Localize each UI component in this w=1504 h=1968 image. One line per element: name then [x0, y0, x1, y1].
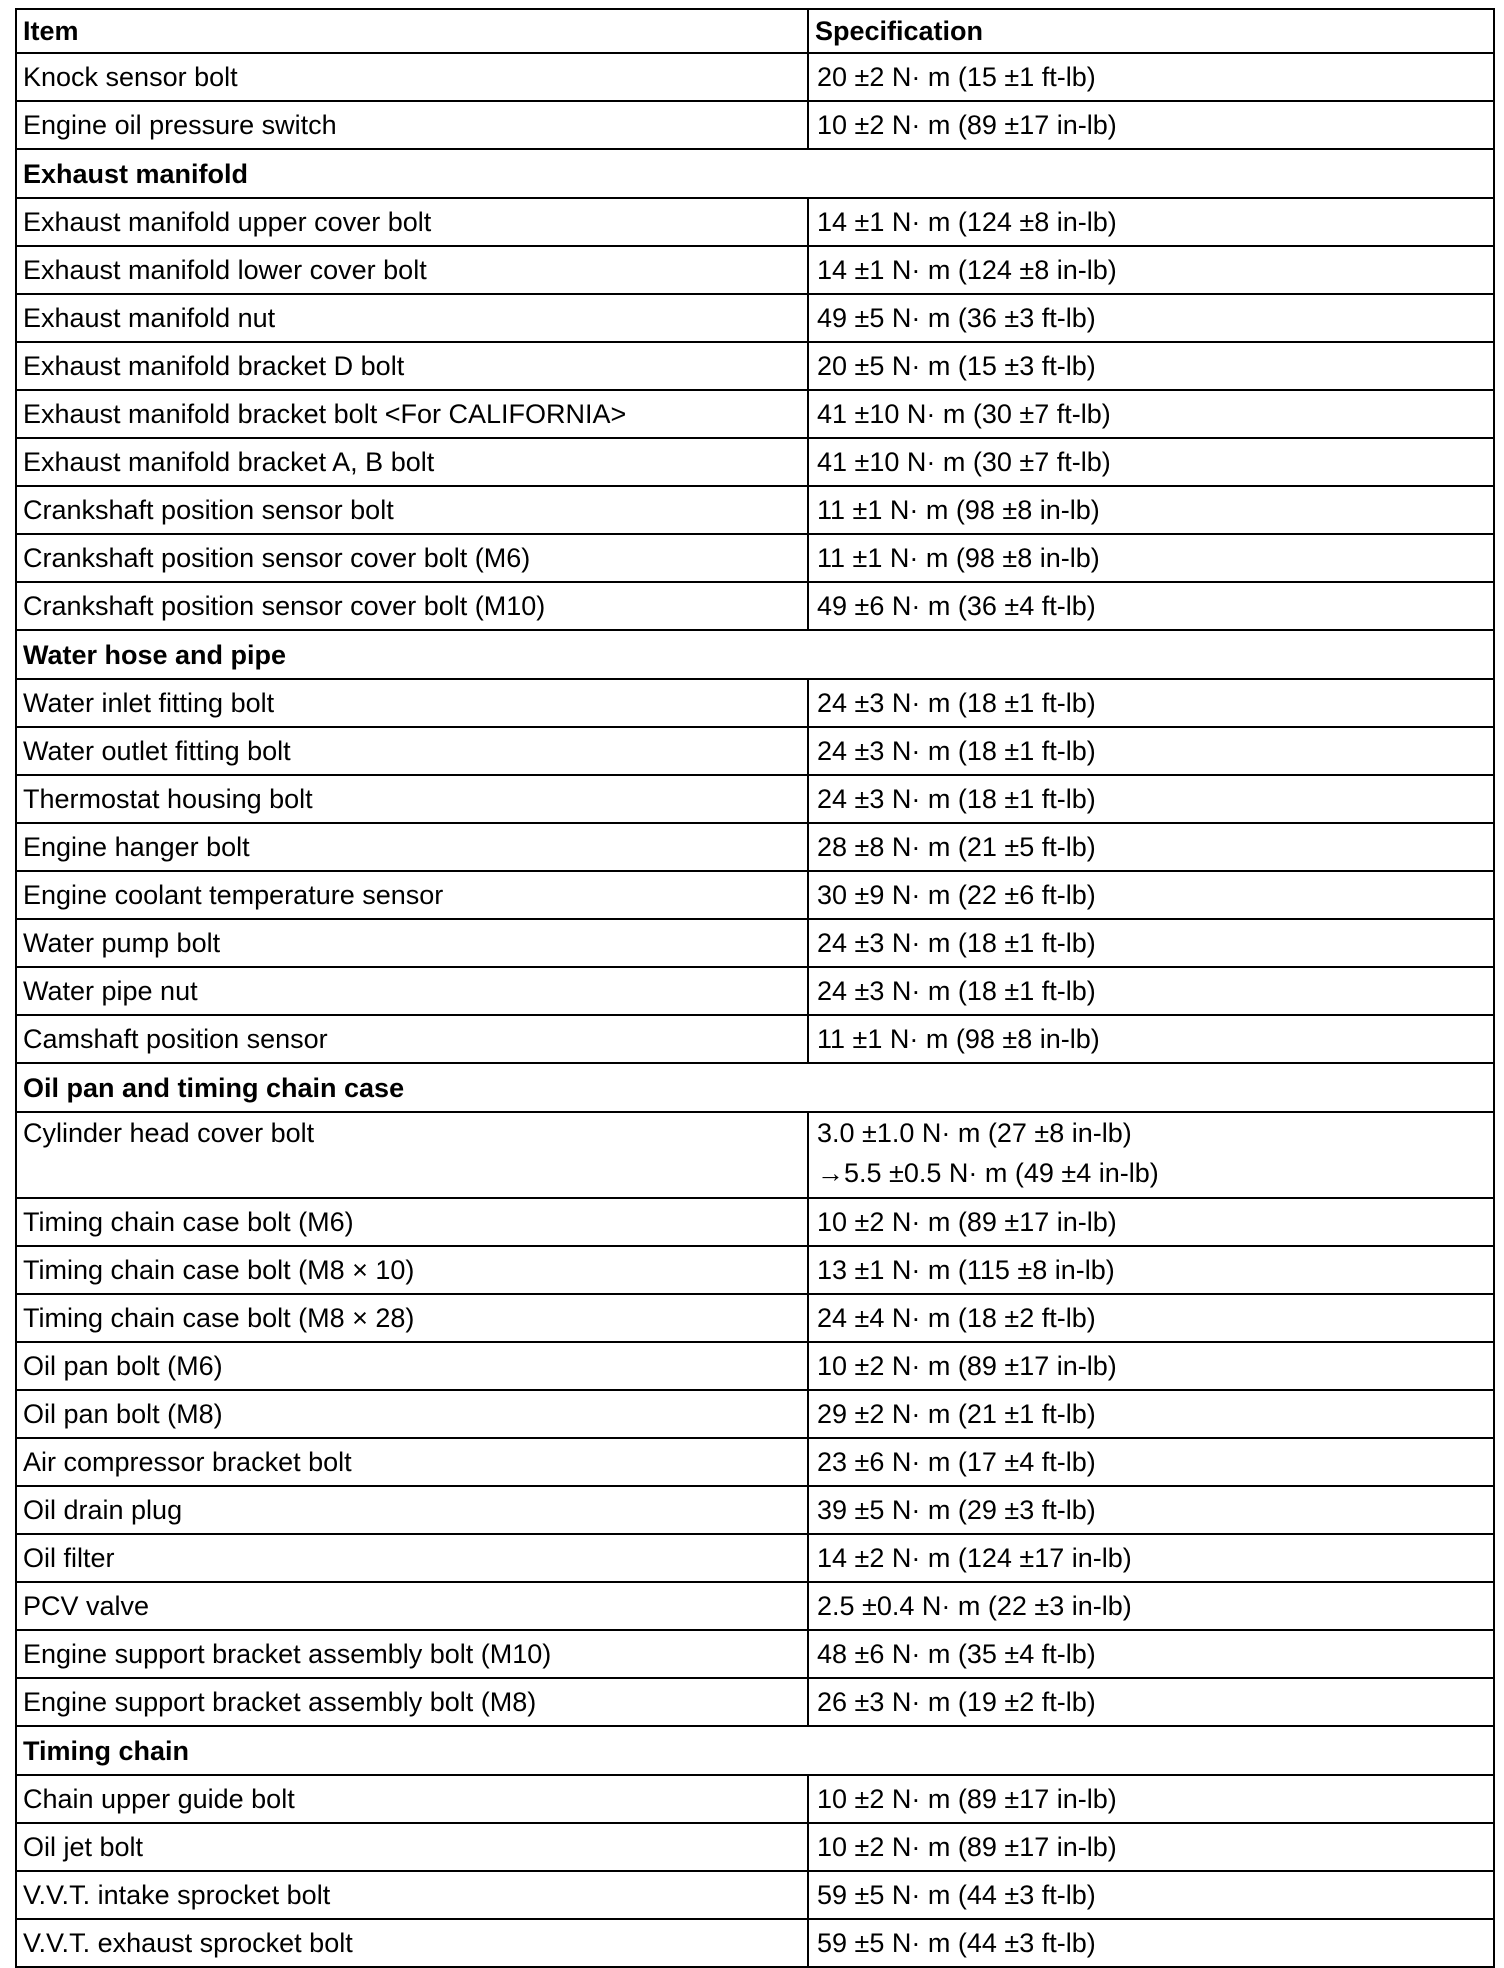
item-cell: Air compressor bracket bolt [16, 1438, 808, 1486]
item-cell: Exhaust manifold lower cover bolt [16, 246, 808, 294]
specification-cell [808, 1630, 1494, 1678]
table-row [16, 198, 1494, 246]
item-cell: Oil jet bolt [16, 1823, 808, 1871]
specification-cell [808, 53, 1494, 101]
item-cell: Water pipe nut [16, 967, 808, 1015]
item-cell: Knock sensor bolt [16, 53, 808, 101]
specification-line: 14 ±1 N· m (124 ±8 in-lb) [817, 255, 1117, 285]
specification-cell [808, 775, 1494, 823]
specification-line: 20 ±5 N· m (15 ±3 ft-lb) [817, 351, 1096, 381]
table-row [16, 679, 1494, 727]
table-row [16, 486, 1494, 534]
specification-cell [808, 1438, 1494, 1486]
table-row [16, 1486, 1494, 1534]
item-cell: Oil drain plug [16, 1486, 808, 1534]
item-cell: Crankshaft position sensor bolt [16, 486, 808, 534]
specification-cell [808, 679, 1494, 727]
specification-cell [808, 582, 1494, 630]
table-row [16, 534, 1494, 582]
specification-line: 24 ±3 N· m (18 ±1 ft-lb) [817, 976, 1096, 1006]
specification-line: 20 ±2 N· m (15 ±1 ft-lb) [817, 62, 1096, 92]
table-row [16, 823, 1494, 871]
table-row [16, 1390, 1494, 1438]
specification-line: 10 ±2 N· m (89 ±17 in-lb) [817, 1832, 1117, 1862]
specification-line: 26 ±3 N· m (19 ±2 ft-lb) [817, 1687, 1096, 1717]
item-cell: Oil pan bolt (M8) [16, 1390, 808, 1438]
section-heading: Exhaust manifold [16, 149, 1494, 198]
specification-cell [808, 823, 1494, 871]
specification-cell [808, 1112, 1494, 1198]
specification-line: 59 ±5 N· m (44 ±3 ft-lb) [817, 1928, 1096, 1958]
table-row [16, 1294, 1494, 1342]
specification-cell [808, 871, 1494, 919]
table-row [16, 1534, 1494, 1582]
item-cell: Oil filter [16, 1534, 808, 1582]
specification-line: 10 ±2 N· m (89 ±17 in-lb) [817, 1351, 1117, 1381]
table-row [16, 1871, 1494, 1919]
table-row [16, 1438, 1494, 1486]
item-cell: Engine support bracket assembly bolt (M8) [16, 1678, 808, 1726]
section-heading: Timing chain [16, 1726, 1494, 1775]
item-cell: Crankshaft position sensor cover bolt (M10) [16, 582, 808, 630]
specification-cell [808, 390, 1494, 438]
item-cell: Engine hanger bolt [16, 823, 808, 871]
specification-cell [808, 1678, 1494, 1726]
specification-line: 49 ±6 N· m (36 ±4 ft-lb) [817, 591, 1096, 621]
section-row [16, 630, 1494, 679]
item-cell: Exhaust manifold upper cover bolt [16, 198, 808, 246]
section-heading: Water hose and pipe [16, 630, 1494, 679]
item-cell: Camshaft position sensor [16, 1015, 808, 1063]
torque-spec-table [15, 8, 1495, 1968]
specification-cell [808, 438, 1494, 486]
specification-cell [808, 1919, 1494, 1967]
specification-cell [808, 198, 1494, 246]
table-row [16, 1630, 1494, 1678]
specification-cell [808, 101, 1494, 149]
specification-line: 11 ±1 N· m (98 ±8 in-lb) [817, 495, 1100, 525]
table-row [16, 342, 1494, 390]
item-cell: Exhaust manifold bracket bolt <For CALIFORNIA> [16, 390, 808, 438]
specification-cell [808, 1534, 1494, 1582]
specification-line: 10 ±2 N· m (89 ±17 in-lb) [817, 1784, 1117, 1814]
item-cell: Timing chain case bolt (M8 × 28) [16, 1294, 808, 1342]
specification-line: 24 ±3 N· m (18 ±1 ft-lb) [817, 928, 1096, 958]
table-row [16, 919, 1494, 967]
item-cell: Engine coolant temperature sensor [16, 871, 808, 919]
section-row [16, 1063, 1494, 1112]
item-cell: Exhaust manifold bracket D bolt [16, 342, 808, 390]
specification-line: 11 ±1 N· m (98 ±8 in-lb) [817, 543, 1100, 573]
item-cell: Thermostat housing bolt [16, 775, 808, 823]
specification-cell [808, 342, 1494, 390]
specification-cell [808, 1294, 1494, 1342]
table-body [16, 53, 1494, 1967]
specification-line: 24 ±3 N· m (18 ±1 ft-lb) [817, 736, 1096, 766]
table-row [16, 1775, 1494, 1823]
table-row [16, 1823, 1494, 1871]
specification-cell [808, 919, 1494, 967]
section-row [16, 149, 1494, 198]
specification-line: 24 ±3 N· m (18 ±1 ft-lb) [817, 784, 1096, 814]
specification-cell [808, 1775, 1494, 1823]
specification-cell [808, 1015, 1494, 1063]
specification-column-header: Specification [808, 9, 1494, 53]
specification-line: 10 ±2 N· m (89 ±17 in-lb) [817, 110, 1117, 140]
specification-cell [808, 294, 1494, 342]
specification-line: 23 ±6 N· m (17 ±4 ft-lb) [817, 1447, 1096, 1477]
table-row [16, 246, 1494, 294]
table-row [16, 1198, 1494, 1246]
specification-line: 11 ±1 N· m (98 ±8 in-lb) [817, 1024, 1100, 1054]
specification-cell [808, 727, 1494, 775]
item-column-header: Item [16, 9, 808, 53]
item-cell: Oil pan bolt (M6) [16, 1342, 808, 1390]
item-cell: Water outlet fitting bolt [16, 727, 808, 775]
item-cell: PCV valve [16, 1582, 808, 1630]
specification-cell [808, 246, 1494, 294]
table-row [16, 1919, 1494, 1967]
item-cell: Water pump bolt [16, 919, 808, 967]
specification-line: 41 ±10 N· m (30 ±7 ft-lb) [817, 399, 1111, 429]
item-cell: Timing chain case bolt (M6) [16, 1198, 808, 1246]
specification-line: 24 ±3 N· m (18 ±1 ft-lb) [817, 688, 1096, 718]
table-row [16, 438, 1494, 486]
table-row [16, 1015, 1494, 1063]
table-row [16, 101, 1494, 149]
item-cell: Cylinder head cover bolt [16, 1112, 808, 1198]
specification-line: 10 ±2 N· m (89 ±17 in-lb) [817, 1207, 1117, 1237]
specification-cell [808, 1198, 1494, 1246]
specification-line: 14 ±1 N· m (124 ±8 in-lb) [817, 207, 1117, 237]
table-row [16, 775, 1494, 823]
specification-cell [808, 967, 1494, 1015]
specification-line: 30 ±9 N· m (22 ±6 ft-lb) [817, 880, 1096, 910]
specification-line: 41 ±10 N· m (30 ±7 ft-lb) [817, 447, 1111, 477]
item-cell: Exhaust manifold bracket A, B bolt [16, 438, 808, 486]
specification-line: 28 ±8 N· m (21 ±5 ft-lb) [817, 832, 1096, 862]
specification-line: 29 ±2 N· m (21 ±1 ft-lb) [817, 1399, 1096, 1429]
section-row [16, 1726, 1494, 1775]
table-row [16, 1342, 1494, 1390]
specification-line: 39 ±5 N· m (29 ±3 ft-lb) [817, 1495, 1096, 1525]
specification-cell [808, 1582, 1494, 1630]
item-cell: Exhaust manifold nut [16, 294, 808, 342]
table-row [16, 871, 1494, 919]
item-cell: Engine oil pressure switch [16, 101, 808, 149]
specification-cell [808, 1246, 1494, 1294]
table-row [16, 582, 1494, 630]
table-row [16, 1246, 1494, 1294]
specification-cell [808, 486, 1494, 534]
table-row [16, 1112, 1494, 1198]
specification-cell [808, 1871, 1494, 1919]
section-heading: Oil pan and timing chain case [16, 1063, 1494, 1112]
specification-line: 24 ±4 N· m (18 ±2 ft-lb) [817, 1303, 1096, 1333]
item-cell: Engine support bracket assembly bolt (M10) [16, 1630, 808, 1678]
table-row [16, 1678, 1494, 1726]
table-row [16, 53, 1494, 101]
item-cell: Timing chain case bolt (M8 × 10) [16, 1246, 808, 1294]
item-cell: Chain upper guide bolt [16, 1775, 808, 1823]
specification-line: →5.5 ±0.5 N· m (49 ±4 in-lb) [817, 1158, 1159, 1188]
specification-cell [808, 1342, 1494, 1390]
specification-line: 13 ±1 N· m (115 ±8 in-lb) [817, 1255, 1115, 1285]
specification-line: 59 ±5 N· m (44 ±3 ft-lb) [817, 1880, 1096, 1910]
specification-cell [808, 1486, 1494, 1534]
table-row [16, 390, 1494, 438]
item-cell: Crankshaft position sensor cover bolt (M6) [16, 534, 808, 582]
specification-cell [808, 534, 1494, 582]
specification-line: 49 ±5 N· m (36 ±3 ft-lb) [817, 303, 1096, 333]
specification-cell [808, 1390, 1494, 1438]
specification-line: 3.0 ±1.0 N· m (27 ±8 in-lb) [817, 1118, 1132, 1148]
specification-cell [808, 1823, 1494, 1871]
item-cell: V.V.T. exhaust sprocket bolt [16, 1919, 808, 1967]
table-row [16, 727, 1494, 775]
item-cell: Water inlet fitting bolt [16, 679, 808, 727]
table-row [16, 1582, 1494, 1630]
specification-line: 48 ±6 N· m (35 ±4 ft-lb) [817, 1639, 1096, 1669]
table-row [16, 967, 1494, 1015]
specification-line: 2.5 ±0.4 N· m (22 ±3 in-lb) [817, 1591, 1132, 1621]
specification-line: 14 ±2 N· m (124 ±17 in-lb) [817, 1543, 1132, 1573]
table-row [16, 294, 1494, 342]
item-cell: V.V.T. intake sprocket bolt [16, 1871, 808, 1919]
table-header-row [16, 9, 1494, 53]
